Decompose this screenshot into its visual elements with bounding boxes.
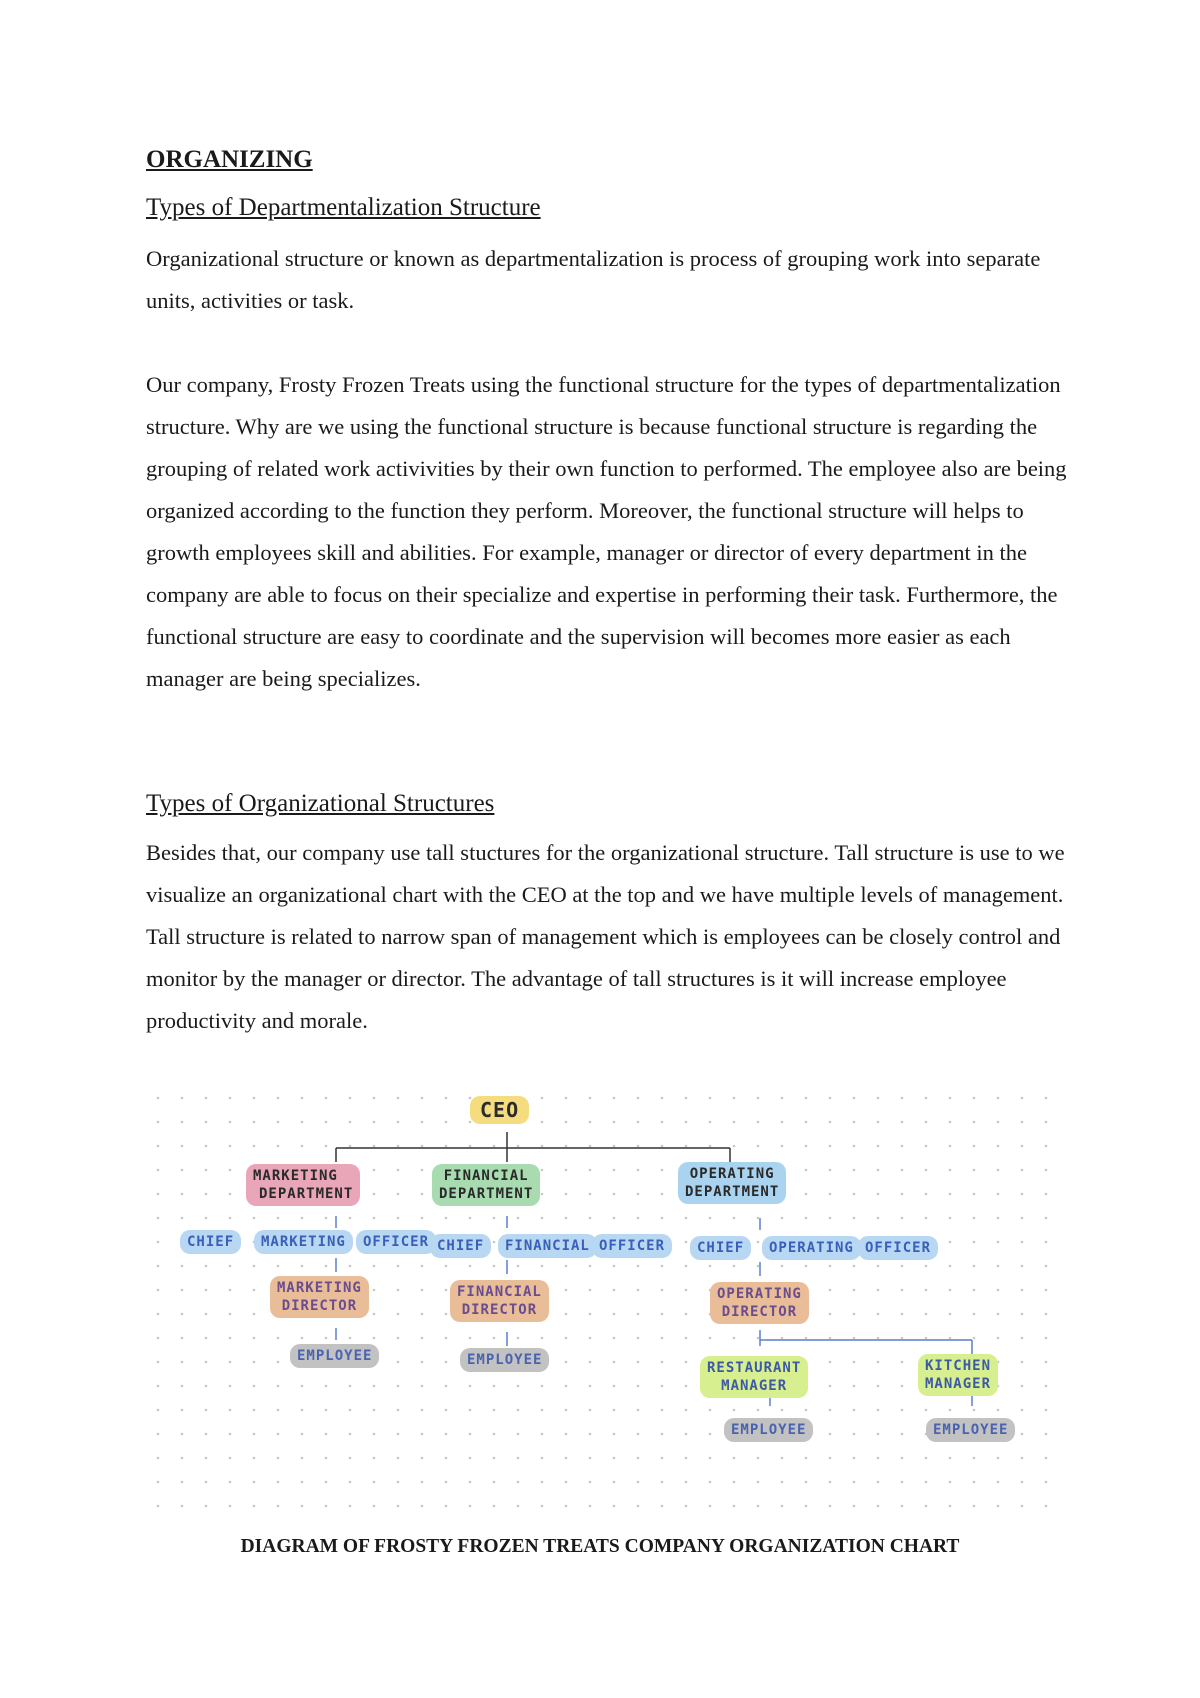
kitchen-manager-node (918, 1354, 998, 1396)
paragraph-functional-structure: Our company, Frosty Frozen Treats using the functional structure for the types of departmentalization structure. Why are we using the functional structure is because functional structure is regarding the grouping of related work activivities by their own function to performed. The employee also are being organized according to the function they perform. Moreover, the functional structure will helps to growth employees skill and abilities. For example, manager or director of every department in the company are able to focus on their specialize and expertise in performing their task. Furthermore, the functional structure are easy to coordinate and the supervision will becomes more easier as each manager are being specializes. (146, 372, 1067, 691)
kitchen-employee-node: EMPLOYEE (926, 1418, 1015, 1442)
chief-label-financial: CHIEF (430, 1234, 491, 1258)
chief-label-operating: CHIEF (690, 1236, 751, 1260)
restaurant-manager-node (700, 1356, 808, 1398)
marketing-label-cmo: MARKETING (254, 1230, 353, 1254)
restaurant-manager-line1: RESTAURANT (707, 1360, 802, 1376)
operating-director-line1: OPERATING (717, 1286, 802, 1302)
operating-department-line1: OPERATING (689, 1166, 775, 1182)
chart-caption: DIAGRAM OF FROSTY FROZEN TREATS COMPANY ORGANIZATION CHART (240, 1536, 960, 1557)
financial-director-line1: FINANCIAL (457, 1284, 542, 1300)
officer-label-marketing: OFFICER (356, 1230, 436, 1254)
operating-department-node (678, 1162, 786, 1204)
paragraph-tall-structure: Besides that, our company use tall stuctures for the organizational structure. Tall structure is use to we visualize an organizational chart with the CEO at the top and we have multiple levels of management. Tall structure is related to narrow span of management which is employees can be closely control and monitor by the manager or director. The advantage of tall structures is it will increase employee productivity and morale. (146, 840, 1065, 1033)
paragraph-definition: Organizational structure or known as departmentalization is process of grouping work into separate units, activities or task. (146, 246, 1041, 313)
organization-chart (150, 1090, 1050, 1520)
marketing-department-line2: DEPARTMENT (259, 1186, 354, 1202)
operating-director-line2: DIRECTOR (721, 1304, 798, 1320)
operating-director-node (710, 1282, 809, 1324)
marketing-department-node (246, 1164, 360, 1206)
financial-director-node (450, 1280, 549, 1322)
marketing-director-node (270, 1276, 369, 1318)
officer-label-operating: OFFICER (858, 1236, 938, 1260)
section-title-departmentalization: Types of Departmentalization Structure (146, 194, 541, 221)
kitchen-manager-line2: MANAGER (925, 1376, 992, 1392)
restaurant-manager-line2: MANAGER (721, 1378, 788, 1394)
financial-label-cfo: FINANCIAL (498, 1234, 597, 1258)
operating-label-coo: OPERATING (762, 1236, 861, 1260)
ceo-node: CEO (470, 1096, 529, 1124)
marketing-department-line1: MARKETING (253, 1168, 338, 1184)
chief-label-marketing: CHIEF (180, 1230, 241, 1254)
marketing-director-line1: MARKETING (277, 1280, 362, 1296)
marketing-director-line2: DIRECTOR (281, 1298, 358, 1314)
operating-department-line2: DEPARTMENT (685, 1184, 780, 1200)
financial-department-node (432, 1164, 540, 1206)
financial-department-line2: DEPARTMENT (439, 1186, 534, 1202)
financial-department-line1: FINANCIAL (443, 1168, 529, 1184)
financial-director-line2: DIRECTOR (461, 1302, 538, 1318)
page-heading: ORGANIZING (146, 146, 313, 173)
section-title-organizational-structures: Types of Organizational Structures (146, 790, 495, 817)
officer-label-financial: OFFICER (592, 1234, 672, 1258)
restaurant-employee-node: EMPLOYEE (724, 1418, 813, 1442)
financial-employee-node: EMPLOYEE (460, 1348, 549, 1372)
marketing-employee-node: EMPLOYEE (290, 1344, 379, 1368)
kitchen-manager-line1: KITCHEN (925, 1358, 992, 1374)
